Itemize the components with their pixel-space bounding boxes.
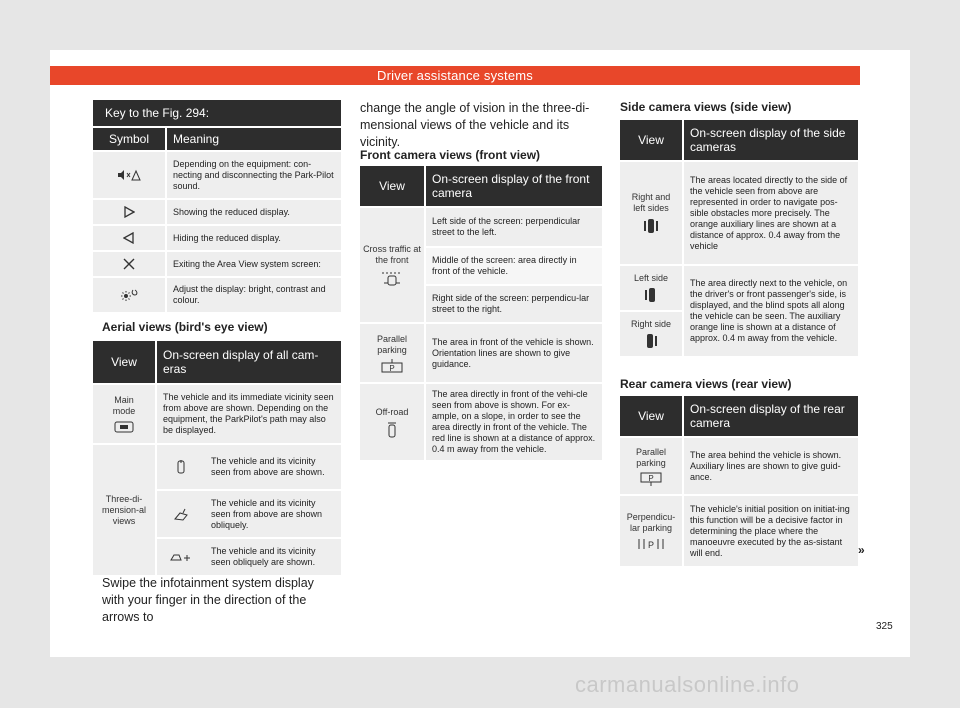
sound-speaker-icon bbox=[93, 151, 166, 199]
col-display: On-screen display of all cam-eras bbox=[156, 341, 341, 384]
offroad-icon bbox=[387, 422, 397, 438]
page-number: 325 bbox=[876, 621, 893, 632]
col-display: On-screen display of the rear camera bbox=[683, 396, 858, 437]
three-d-label: Three-di-mension-al views bbox=[93, 444, 156, 576]
lr-side-text: The area directly next to the vehicle, on the driver's or front passenger's side, is displayed, and the blind spots all along the vehicle can be seen. The auxiliary orange line is shown at a distance of approx. 0.4 m away from the vehicle. bbox=[683, 265, 858, 357]
car-top-icon bbox=[157, 445, 205, 489]
col-display: On-screen display of the front camera bbox=[425, 166, 602, 207]
aerial-heading: Aerial views (bird's eye view) bbox=[102, 320, 268, 334]
offroad-label: Off-road bbox=[375, 406, 409, 417]
main-mode-cell bbox=[93, 384, 156, 444]
side-heading: Side camera views (side view) bbox=[620, 100, 792, 114]
brightness-icon bbox=[93, 277, 166, 313]
car-right-side-icon bbox=[644, 333, 658, 349]
front-table bbox=[360, 166, 602, 462]
col-view: View bbox=[620, 120, 683, 161]
front-parallel-label: Parallel parking bbox=[376, 333, 407, 355]
left-side-cell bbox=[620, 265, 683, 311]
car-side-icon bbox=[157, 539, 205, 575]
aerial-table bbox=[93, 341, 341, 577]
key-row-meaning: Showing the reduced display. bbox=[166, 199, 341, 225]
cross-traffic-icon bbox=[380, 270, 404, 286]
cross-row-text: Middle of the screen: area directly in front of the vehicle. bbox=[425, 247, 602, 285]
main-mode-text: The vehicle and its immediate vicinity seen from above are shown. Depending on the equipment, the ParkPilot's path may also be displayed. bbox=[156, 384, 341, 444]
rl-side-cell bbox=[620, 161, 683, 265]
front-heading: Front camera views (front view) bbox=[360, 148, 541, 162]
key-table bbox=[93, 100, 341, 314]
col-symbol: Symbol bbox=[93, 127, 166, 151]
col-view: View bbox=[620, 396, 683, 437]
rear-parking-p-icon bbox=[640, 472, 662, 486]
watermark: carmanualsonline.info bbox=[575, 672, 800, 697]
body-text: change the angle of vision in the three-di-mensional views of the vehicle and its vicinity. bbox=[360, 101, 590, 149]
side-table bbox=[620, 120, 858, 358]
right-side-cell bbox=[620, 311, 683, 357]
rear-heading: Rear camera views (rear view) bbox=[620, 377, 792, 391]
close-x-icon bbox=[93, 251, 166, 277]
key-row-meaning: Depending on the equipment: con-necting and disconnecting the Park-Pilot sound. bbox=[166, 151, 341, 199]
key-row-meaning: Exiting the Area View system screen: bbox=[166, 251, 341, 277]
cross-traffic-cell bbox=[360, 207, 425, 323]
body-text: Swipe the infotainment system display with your finger in the direction of the arrows to bbox=[102, 576, 314, 624]
right-side-label: Right side bbox=[630, 319, 672, 329]
rl-side-label: Right and left sides bbox=[631, 192, 671, 213]
three-d-text: The vehicle and its vicinity seen from above are shown. bbox=[211, 456, 325, 477]
three-d-text: The vehicle and its vicinity seen from above are shown obliquely. bbox=[211, 497, 323, 530]
rear-parallel-cell bbox=[620, 437, 683, 495]
key-row-meaning: Adjust the display: bright, contrast and colour. bbox=[166, 277, 341, 313]
section-header: Driver assistance systems bbox=[50, 66, 860, 85]
car-frame-icon bbox=[114, 421, 134, 433]
offroad-text: The area directly in front of the vehi-cle seen from above is shown. For ex-ample, on a slope, in order to see the area directly in front of the vehicle. The red line is shown at a distance of approx. 0.4 m away from the vehicle. bbox=[425, 383, 602, 461]
col-display: On-screen display of the side cameras bbox=[683, 120, 858, 161]
col-view: View bbox=[93, 341, 156, 384]
triangle-right-icon bbox=[93, 199, 166, 225]
car-left-side-icon bbox=[644, 287, 658, 303]
rear-table bbox=[620, 396, 858, 568]
rear-parallel-text: The area behind the vehicle is shown. Auxiliary lines are shown to give guid-ance. bbox=[683, 437, 858, 495]
continue-mark: » bbox=[858, 543, 865, 557]
perp-parking-label: Perpendicu-lar parking bbox=[626, 512, 676, 533]
parking-p-icon bbox=[381, 359, 403, 373]
col-view: View bbox=[360, 166, 425, 207]
front-parallel-text: The area in front of the vehicle is shown. Orientation lines are shown to give guidance. bbox=[425, 323, 602, 383]
car-both-sides-icon bbox=[643, 218, 659, 234]
col-meaning: Meaning bbox=[166, 127, 341, 151]
cross-row-text: Left side of the screen: perpendicular street to the left. bbox=[425, 207, 602, 247]
svg-text:P: P bbox=[648, 473, 654, 483]
perp-parking-cell bbox=[620, 495, 683, 567]
key-row-meaning: Hiding the reduced display. bbox=[166, 225, 341, 251]
svg-text:P: P bbox=[389, 363, 395, 373]
rl-side-text: The areas located directly to the side of the vehicle seen from above are represented in order to navigate pos-sible obstacles more precisely. The orange auxiliary lines are shown at a distance of approx. 0.4 away from the vehicle bbox=[683, 161, 858, 265]
cross-row-text: Right side of the screen: perpendicu-lar street to the right. bbox=[425, 285, 602, 323]
left-side-label: Left side bbox=[633, 273, 669, 283]
car-oblique-icon bbox=[157, 491, 205, 537]
rear-parallel-label: Parallel parking bbox=[635, 446, 666, 468]
offroad-cell bbox=[360, 383, 425, 461]
perp-parking-icon bbox=[637, 538, 665, 550]
main-mode-label: Main mode bbox=[112, 395, 136, 416]
triangle-left-icon bbox=[93, 225, 166, 251]
svg-text:P: P bbox=[647, 540, 655, 550]
perp-parking-text: The vehicle's initial position on initiat-ing this function will be a decisive factor in determining the place where the manoeuvre executed by the as-sistant will end. bbox=[683, 495, 858, 567]
key-table-caption: Key to the Fig. 294: bbox=[93, 100, 341, 127]
cross-traffic-label: Cross traffic at the front bbox=[363, 244, 421, 265]
three-d-text: The vehicle and its vicinity seen obliquely are shown. bbox=[211, 546, 316, 567]
front-parallel-cell bbox=[360, 323, 425, 383]
